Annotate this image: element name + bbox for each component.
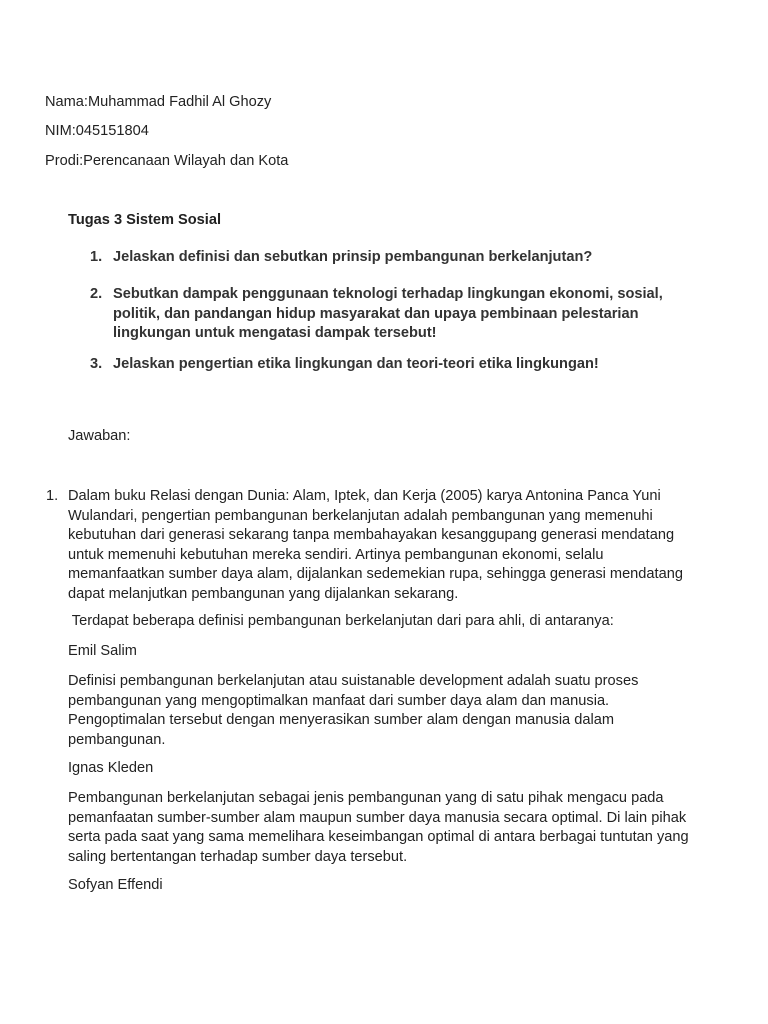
answer-paragraph: Terdapat beberapa definisi pembangunan berkelanjutan dari para ahli, di antaranya: [68, 613, 614, 629]
answer-paragraph: Dalam buku Relasi dengan Dunia: Alam, Iptek, dan Kerja (2005) karya Antonina Panca Yuni Wulandari, pengertian pembangunan berkelanjutan adalah pembangunan yang memenuhi kebutuhan dari generasi sekarang tanpa membahayakan kesanggupang generasi mendatang untuk memenuhi kebutuhan mereka sendiri. Artinya pembangunan ekonomi, selalu memanfaatkan sumber daya alam, dijalankan sedemekian rupa, sehingga generasi mendatang dapat melanjutkan pembangunan yang dijalankan sekarang. [68, 488, 683, 602]
answer-number: 1. [46, 488, 59, 504]
assignment-title: Tugas 3 Sistem Sosial [68, 212, 222, 228]
question-text: Jelaskan pengertian etika lingkungan dan teori-teori etika lingkungan! [113, 356, 599, 372]
answer-paragraph: Definisi pembangunan berkelanjutan atau suistanable development adalah suatu proses pembangunan yang mengoptimalkan manfaat dari sumber daya alam dan manusia. Pengoptimalan tersebut dengan menyerasikan sumber alam dengan manusia dalam pembangunan. [68, 673, 639, 748]
expert-name: Sofyan Effendi [68, 877, 163, 893]
expert-name: Ignas Kleden [68, 760, 154, 776]
question-text: Sebutkan dampak penggunaan teknologi terhadap lingkungan ekonomi, sosial, politik, dan pandangan hidup masyarakat dan upaya pembinaan pelestarian lingkungan untuk mengatasi dampak tersebut! [113, 286, 663, 341]
student-name: Nama:Muhammad Fadhil Al Ghozy [45, 94, 272, 110]
question-text: Jelaskan definisi dan sebutkan prinsip pembangunan berkelanjutan? [113, 249, 593, 265]
student-nim: NIM:045151804 [45, 123, 149, 139]
answer-label: Jawaban: [68, 428, 131, 444]
question-number: 3. [90, 356, 103, 372]
question-number: 1. [90, 249, 103, 265]
student-prodi: Prodi:Perencanaan Wilayah dan Kota [45, 153, 289, 169]
question-number: 2. [90, 286, 103, 302]
answer-paragraph: Pembangunan berkelanjutan sebagai jenis pembangunan yang di satu pihak mengacu pada pemanfaatan sumber-sumber alam maupun sumber daya manusia secara optimal. Di lain pihak serta pada saat yang sama memelihara keseimbangan optimal di antara berbagai tuntutan yang saling bertentangan terhadap sumber daya tersebut. [68, 790, 689, 865]
expert-name: Emil Salim [68, 643, 137, 659]
